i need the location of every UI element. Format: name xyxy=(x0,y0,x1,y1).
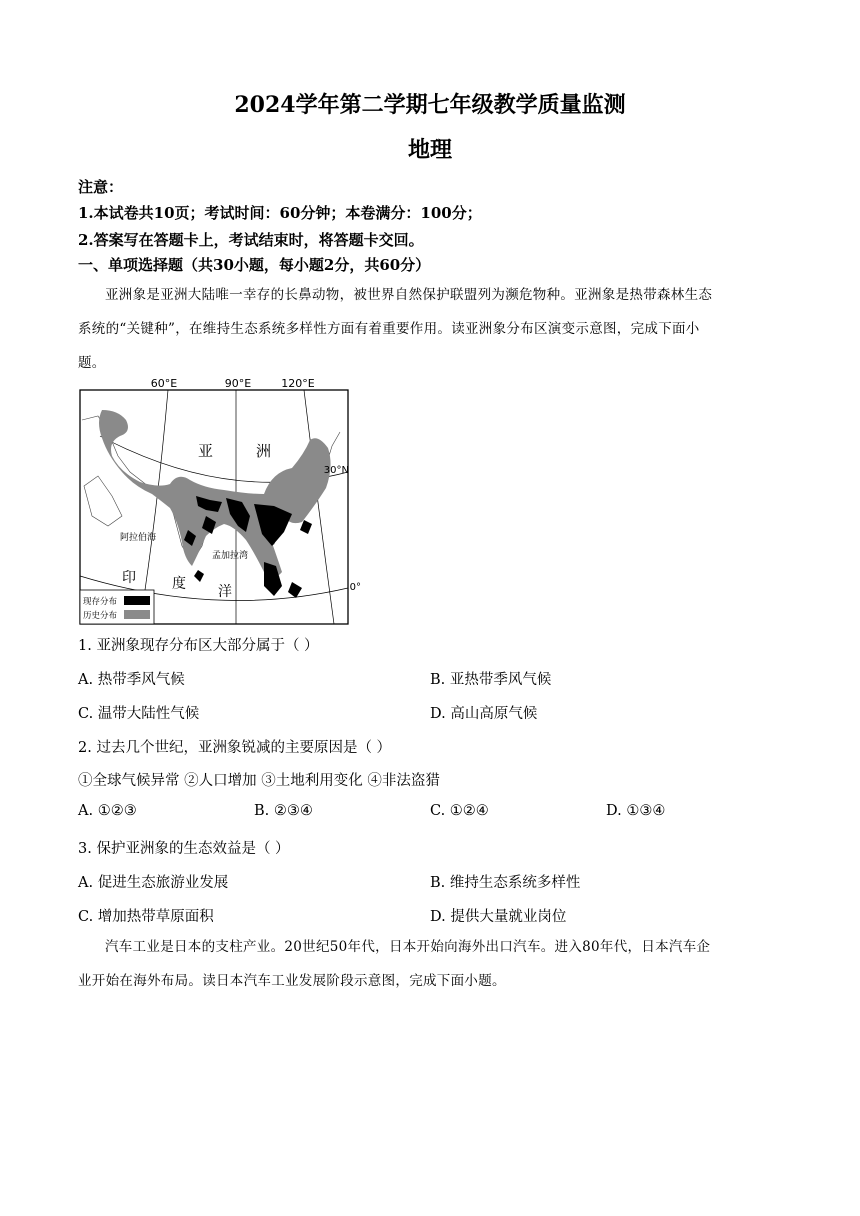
legend-current-swatch xyxy=(124,596,150,605)
legend-historical-swatch xyxy=(124,610,150,619)
passage-elephant xyxy=(78,278,778,380)
label-indian-ocean-3: 洋 xyxy=(218,584,232,600)
label-bay-of-bengal: 孟加拉湾 xyxy=(212,551,249,561)
passage-line: 业开始在海外布局。读日本汽车工业发展阶段示意图，完成下面小题。 xyxy=(78,973,506,989)
question-3-option-c[interactable]: C. 增加热带草原面积 xyxy=(78,909,214,925)
question-2-option-c[interactable]: C. ①②④ xyxy=(430,803,489,819)
notice-item-2: 2.答案写在答题卡上，考试结束时，将答题卡交回。 xyxy=(78,231,424,249)
label-arabian-sea: 阿拉伯海 xyxy=(120,533,157,543)
lon-label-120e: 120°E xyxy=(281,377,315,390)
lon-label-90e: 90°E xyxy=(224,377,252,390)
question-3-stem: 3. 保护亚洲象的生态效益是（ ） xyxy=(78,841,290,857)
question-1-option-d[interactable]: D. 高山高原气候 xyxy=(430,706,538,722)
question-3-option-d[interactable]: D. 提供大量就业岗位 xyxy=(430,909,567,925)
legend-current-label: 现存分布 xyxy=(83,597,118,607)
legend-historical-label: 历史分布 xyxy=(83,611,118,621)
question-2-option-d[interactable]: D. ①③④ xyxy=(606,803,666,819)
passage-line: 汽车工业是日本的支柱产业。20世纪50年代，日本开始向海外出口汽车。进入80年代，日本汽车企 xyxy=(105,939,711,955)
map-legend xyxy=(80,590,154,624)
section-heading: 一、单项选择题（共30小题，每小题2分，共60分） xyxy=(78,256,431,274)
question-3-option-b[interactable]: B. 维持生态系统多样性 xyxy=(430,875,581,891)
passage-line: 系统的“关键种”，在维持生态系统多样性方面有着重要作用。读亚洲象分布区演变示意图，完成下面小 xyxy=(78,321,700,337)
question-2-factors: ①全球气候异常 ②人口增加 ③土地利用变化 ④非法盗猎 xyxy=(78,773,440,789)
lat-label-30n: 30°N xyxy=(323,465,349,476)
question-1-option-a[interactable]: A. 热带季风气候 xyxy=(78,672,185,688)
notice-item-1: 1.本试卷共10页；考试时间：60分钟；本卷满分：100分； xyxy=(78,204,482,222)
question-2-option-a[interactable]: A. ①②③ xyxy=(78,803,137,819)
passage-line: 亚洲象是亚洲大陆唯一幸存的长鼻动物，被世界自然保护联盟列为濒危物种。亚洲象是热带森林生态 xyxy=(105,287,713,303)
passage-japan-auto xyxy=(78,930,778,998)
label-indian-ocean-2: 度 xyxy=(172,576,186,592)
question-1-option-c[interactable]: C. 温带大陆性气候 xyxy=(78,706,200,722)
notice-heading: 注意： xyxy=(78,178,124,196)
label-indian-ocean-1: 印 xyxy=(122,570,136,586)
label-asia-2: 洲 xyxy=(256,442,272,460)
asian-elephant-distribution-map xyxy=(78,376,361,626)
label-asia-1: 亚 xyxy=(198,442,214,460)
question-2-stem: 2. 过去几个世纪，亚洲象锐减的主要原因是（ ） xyxy=(78,740,392,756)
question-2-option-b[interactable]: B. ②③④ xyxy=(254,803,313,819)
question-3-option-a[interactable]: A. 促进生态旅游业发展 xyxy=(78,875,229,891)
exam-title: 2024学年第二学期七年级教学质量监测 xyxy=(234,92,626,118)
subject-title: 地理 xyxy=(407,137,452,163)
passage-line: 题。 xyxy=(78,355,106,371)
lon-label-60e: 60°E xyxy=(150,377,178,390)
question-1-option-b[interactable]: B. 亚热带季风气候 xyxy=(430,672,552,688)
question-1-stem: 1. 亚洲象现存分布区大部分属于（ ） xyxy=(78,638,319,654)
lat-label-0: 0° xyxy=(349,582,361,593)
